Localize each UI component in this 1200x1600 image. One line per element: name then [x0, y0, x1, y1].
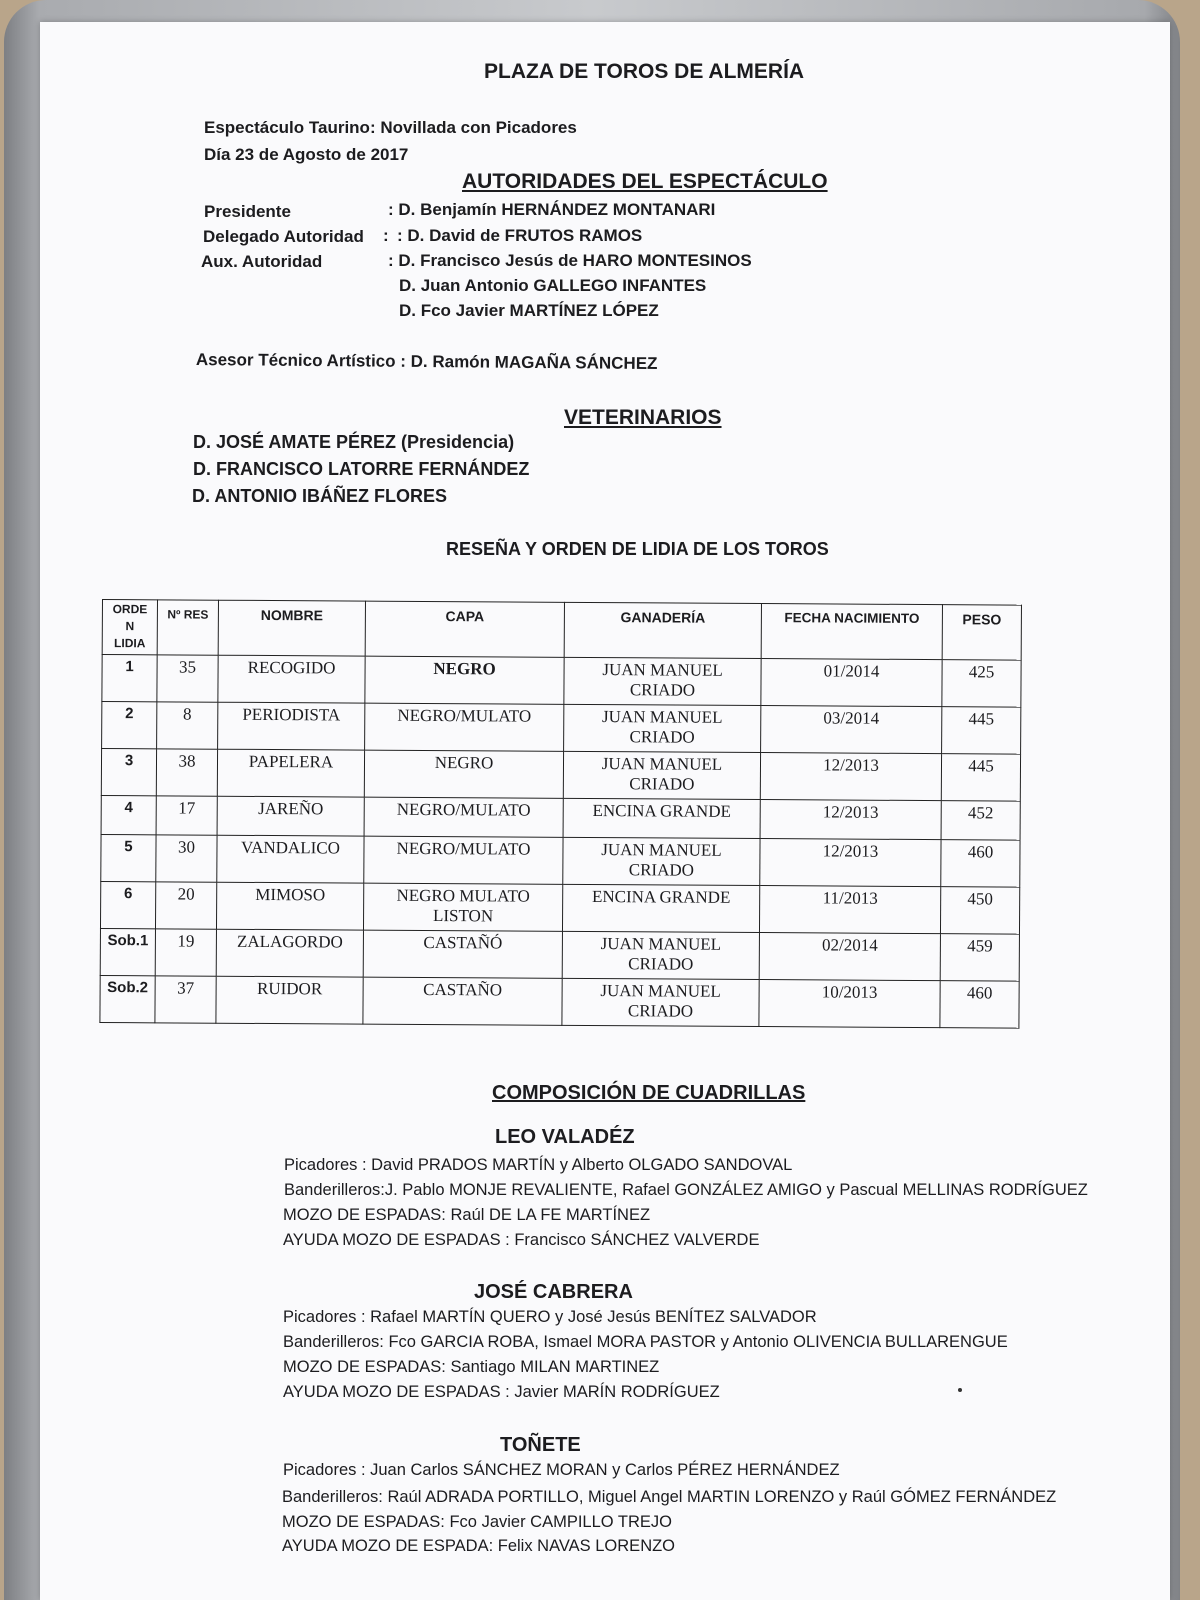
cell-ganaderia: JUAN MANUEL CRIADO — [562, 931, 759, 979]
cuadrilla-name: JOSÉ CABRERA — [474, 1281, 633, 1303]
espectaculo-line: Espectáculo Taurino: Novillada con Picadores — [204, 118, 577, 137]
cell-capa: NEGRO MULATO LISTON — [363, 883, 562, 931]
cell-ganaderia: JUAN MANUEL CRIADO — [564, 704, 761, 752]
presidente-label: Presidente — [204, 202, 291, 221]
cell-nombre: RECOGIDO — [218, 655, 365, 703]
aux-value-2: D. Juan Antonio GALLEGO INFANTES — [399, 276, 707, 295]
cell-peso: 460 — [941, 840, 1020, 887]
cell-num-res: 20 — [155, 882, 216, 929]
cell-ganaderia: ENCINA GRANDE — [563, 798, 760, 838]
cell-nombre: JAREÑO — [217, 796, 364, 836]
col-peso: PESO — [942, 605, 1021, 660]
cell-fecha: 02/2014 — [759, 933, 940, 981]
cell-orden: Sob.2 — [100, 975, 155, 1022]
cell-peso: 445 — [941, 754, 1020, 801]
cell-fecha: 12/2013 — [760, 800, 941, 840]
cell-num-res: 19 — [155, 929, 216, 976]
col-fecha-nacimiento: FECHA NACIMIENTO — [761, 604, 942, 660]
aux-label: Aux. Autoridad — [201, 252, 323, 271]
cell-peso: 425 — [942, 660, 1021, 707]
document-page — [40, 22, 1170, 1600]
resena-heading: RESEÑA Y ORDEN DE LIDIA DE LOS TOROS — [446, 539, 829, 559]
table-row — [100, 881, 1019, 934]
cell-fecha: 10/2013 — [759, 980, 940, 1028]
col-capa: CAPA — [365, 601, 564, 657]
cuadrilla-picadores: Picadores : David PRADOS MARTÍN y Alberto OLGADO SANDOVAL — [284, 1156, 793, 1174]
resena-table — [99, 599, 1022, 1029]
cell-peso: 450 — [940, 887, 1019, 934]
cell-num-res: 8 — [157, 702, 218, 749]
delegado-colon: : — [383, 226, 389, 245]
autoridades-heading: AUTORIDADES DEL ESPECTÁCULO — [462, 170, 828, 193]
table-row — [100, 975, 1019, 1028]
cell-capa: NEGRO/MULATO — [364, 836, 563, 884]
cuadrilla-mozo: MOZO DE ESPADAS: Santiago MILAN MARTINEZ — [283, 1358, 660, 1376]
cell-num-res: 38 — [156, 749, 217, 796]
cuadrilla-banderilleros: Banderilleros: Raúl ADRADA PORTILLO, Miguel Angel MARTIN LORENZO y Raúl GÓMEZ FERNÁNDEZ — [282, 1488, 1057, 1506]
cuadrilla-mozo: MOZO DE ESPADAS: Fco Javier CAMPILLO TREJO — [282, 1513, 672, 1531]
cell-fecha: 12/2013 — [760, 839, 941, 887]
cell-orden: 3 — [101, 749, 156, 796]
cell-nombre: RUIDOR — [216, 976, 363, 1024]
cell-capa: NEGRO/MULATO — [365, 703, 564, 751]
col-num-res: Nº RES — [157, 600, 218, 655]
cuadrilla-name: TOÑETE — [500, 1434, 581, 1456]
cell-orden: 1 — [102, 655, 157, 702]
cell-orden: 2 — [102, 702, 157, 749]
cell-capa: NEGRO — [364, 750, 563, 798]
veterinario-item: D. JOSÉ AMATE PÉREZ (Presidencia) — [193, 432, 515, 452]
fecha-line: Día 23 de Agosto de 2017 — [204, 145, 409, 164]
veterinario-item: D. ANTONIO IBÁÑEZ FLORES — [192, 486, 448, 506]
cell-peso: 460 — [940, 981, 1019, 1028]
col-orden-lidia: ORDE N LIDIA — [102, 600, 157, 655]
cell-ganaderia: JUAN MANUEL CRIADO — [564, 657, 761, 705]
delegado-value: : D. David de FRUTOS RAMOS — [397, 226, 643, 245]
table-row — [101, 834, 1020, 887]
cell-ganaderia: JUAN MANUEL CRIADO — [563, 751, 760, 799]
cell-fecha: 11/2013 — [759, 886, 940, 934]
cuadrilla-ayuda: AYUDA MOZO DE ESPADA: Felix NAVAS LORENZO — [282, 1537, 676, 1555]
table-row — [102, 702, 1021, 755]
veterinario-item: D. FRANCISCO LATORRE FERNÁNDEZ — [193, 459, 530, 479]
cell-nombre: MIMOSO — [216, 882, 363, 930]
table-header-row — [102, 600, 1021, 661]
cell-orden: 5 — [101, 834, 156, 881]
cell-orden: 6 — [100, 881, 155, 928]
cell-fecha: 01/2014 — [761, 659, 942, 707]
ink-speck — [958, 1388, 962, 1392]
cuadrilla-mozo: MOZO DE ESPADAS: Raúl DE LA FE MARTÍNEZ — [283, 1206, 651, 1224]
cell-num-res: 35 — [157, 655, 218, 702]
cell-peso: 445 — [942, 707, 1021, 754]
table-row — [101, 795, 1020, 840]
document-title: PLAZA DE TOROS DE ALMERÍA — [484, 60, 805, 83]
cell-nombre: PAPELERA — [217, 749, 364, 797]
cell-ganaderia: ENCINA GRANDE — [562, 884, 759, 932]
cell-fecha: 03/2014 — [761, 706, 942, 754]
cell-capa: NEGRO/MULATO — [364, 797, 563, 837]
cuadrilla-banderilleros: Banderilleros: Fco GARCIA ROBA, Ismael MORA PASTOR y Antonio OLIVENCIA BULLARENGUE — [283, 1333, 1008, 1351]
cuadrilla-ayuda: AYUDA MOZO DE ESPADAS : Javier MARÍN RODRÍGUEZ — [283, 1383, 720, 1401]
cuadrilla-ayuda: AYUDA MOZO DE ESPADAS : Francisco SÁNCHEZ VALVERDE — [283, 1231, 760, 1249]
aux-value-3: D. Fco Javier MARTÍNEZ LÓPEZ — [399, 301, 659, 320]
table-row — [100, 928, 1019, 981]
cell-peso: 452 — [941, 801, 1020, 840]
cuadrilla-picadores: Picadores : Rafael MARTÍN QUERO y José Jesús BENÍTEZ SALVADOR — [283, 1308, 817, 1326]
cuadrillas-heading: COMPOSICIÓN DE CUADRILLAS — [492, 1082, 806, 1104]
cell-nombre: PERIODISTA — [218, 702, 365, 750]
col-ganaderia: GANADERÍA — [564, 602, 761, 658]
cell-nombre: ZALAGORDO — [216, 929, 363, 977]
cell-ganaderia: JUAN MANUEL CRIADO — [562, 978, 759, 1026]
aux-value-1: : D. Francisco Jesús de HARO MONTESINOS — [388, 251, 752, 270]
cell-fecha: 12/2013 — [760, 753, 941, 801]
table-row — [102, 655, 1021, 708]
cell-nombre: VANDALICO — [217, 835, 364, 883]
cuadrilla-banderilleros: Banderilleros:J. Pablo MONJE REVALIENTE, Rafael GONZÁLEZ AMIGO y Pascual MELLINAS RODRÍGUEZ — [284, 1181, 1088, 1199]
cell-capa: CASTAÑO — [363, 977, 562, 1025]
presidente-value: : D. Benjamín HERNÁNDEZ MONTANARI — [388, 200, 716, 219]
col-nombre: NOMBRE — [218, 600, 365, 656]
delegado-label: Delegado Autoridad — [203, 227, 364, 246]
veterinarios-heading: VETERINARIOS — [564, 406, 722, 429]
cell-orden: 4 — [101, 795, 156, 834]
cell-ganaderia: JUAN MANUEL CRIADO — [563, 837, 760, 885]
cell-peso: 459 — [940, 934, 1019, 981]
cell-num-res: 30 — [156, 835, 217, 882]
cell-capa: NEGRO — [365, 656, 564, 704]
cell-num-res: 37 — [155, 976, 216, 1023]
cuadrilla-picadores: Picadores : Juan Carlos SÁNCHEZ MORAN y Carlos PÉREZ HERNÁNDEZ — [283, 1461, 840, 1479]
cuadrilla-name: LEO VALADÉZ — [495, 1126, 635, 1148]
table-row — [101, 749, 1020, 802]
cell-capa: CASTAÑÓ — [363, 930, 562, 978]
cell-orden: Sob.1 — [100, 928, 155, 975]
asesor-line: Asesor Técnico Artístico : D. Ramón MAGAÑA SÁNCHEZ — [195, 350, 658, 374]
cell-num-res: 17 — [156, 796, 217, 835]
